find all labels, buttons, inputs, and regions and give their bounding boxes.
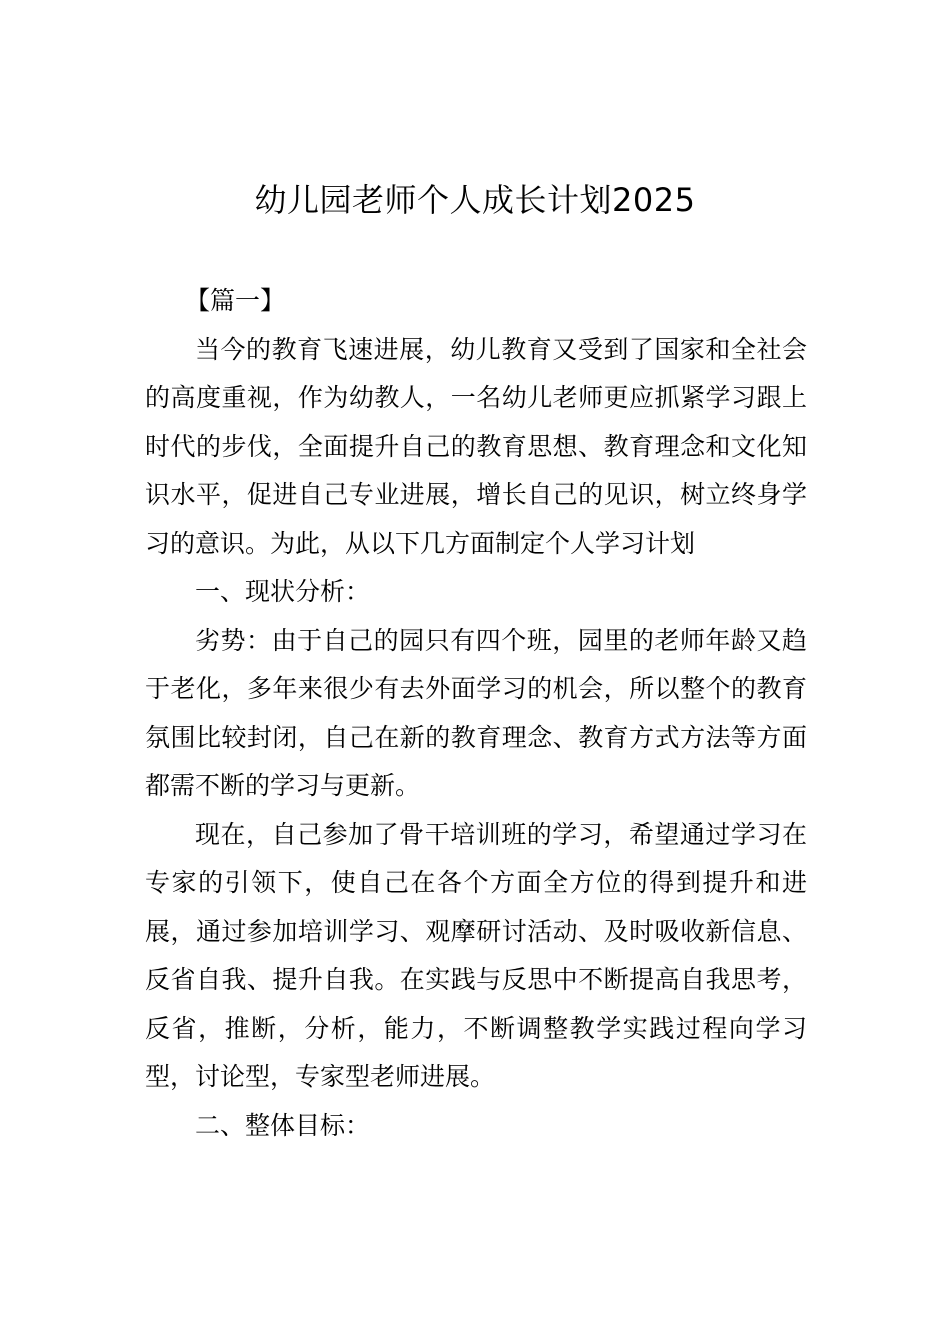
paragraph-intro: 当今的教育飞速进展，幼儿教育又受到了国家和全社会的高度重视，作为幼教人，一名幼儿老师更应抓紧学习跟上时代的步伐，全面提升自己的教育思想、教育理念和文化知识水平，促进自己专业进展，增长自己的见识，树立终身学习的意识。为此，从以下几方面制定个人学习计划 (145, 334, 807, 558)
section-label: 【篇一】 (185, 286, 286, 315)
document-title: 幼儿园老师个人成长计划2025 (254, 181, 696, 219)
heading-status-analysis: 一、现状分析： (195, 577, 371, 606)
paragraph-weakness: 劣势：由于自己的园只有四个班，园里的老师年龄又趋于老化，多年来很少有去外面学习的机会，所以整个的教育氛围比较封闭，自己在新的教育理念、教育方式方法等方面都需不断的学习与更新。 (145, 625, 807, 800)
document-body (145, 277, 807, 1150)
paragraph-current: 现在，自己参加了骨干培训班的学习，希望通过学习在专家的引领下，使自己在各个方面全方位的得到提升和进展，通过参加培训学习、观摩研讨活动、及时吸收新信息、反省自我、提升自我。在实践与反思中不断提高自我思考，反省，推断，分析，能力，不断调整教学实践过程向学习型，讨论型，专家型老师进展。 (145, 819, 807, 1091)
heading-overall-goal: 二、整体目标： (195, 1110, 371, 1140)
